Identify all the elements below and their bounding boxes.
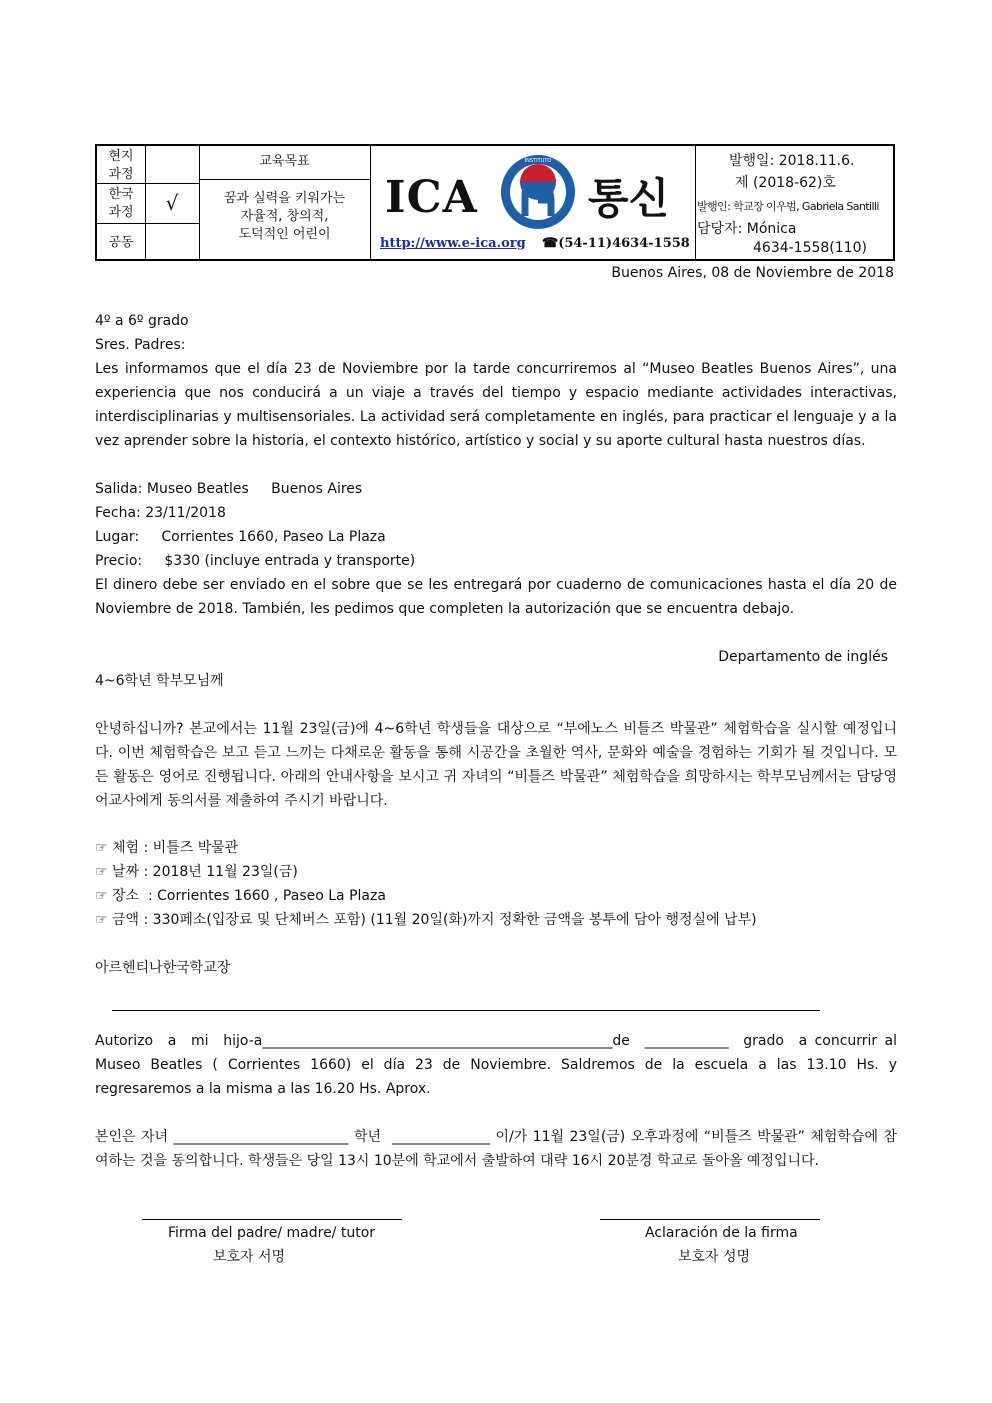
payment-note: El dinero debe ser enviado en el sobre que se les entregará por cuaderno de comunicaciones hasta el día 20 de Noviembre de 2018. También, les pedimos que completen la autorización que se encuentra debajo. <box>95 577 897 617</box>
school-logo-icon <box>498 152 578 232</box>
body-korean: 안녕하십니까? 본교에서는 11월 23일(금)에 4~6학년 학생들을 대상으로 “부에노스 비틀즈 박물관” 체험학습을 실시할 예정입니다. 이번 체험학습은 보고 듣고 느끼는 다채로운 활동을 통해 시공간을 초월한 역사, 문화와 예술을 경험하는 기회가 될 것입니다. 모든 활동은 영어로 진행됩니다. 아래의 안내사항을 보시고 귀 자녀의 “비틀즈 박물관” 체험학습을 희망하시는 학부모님께서는 담당영어교사에게 동의서를 제출하여 주시기 바랍니다. <box>95 721 897 809</box>
logo-ring-text: INSTITUTO <box>524 158 552 164</box>
signature-line-right <box>600 1219 820 1220</box>
website-link[interactable]: http://www.e-ica.org <box>380 236 526 251</box>
issue-number: 제 (2018-62)호 <box>735 175 836 191</box>
list-item: ☞ 장소 : Corrientes 1660 , Paseo La Plaza <box>95 888 386 904</box>
signature-label-spanish: Firma del padre/ madre/ tutor <box>168 1225 376 1241</box>
signature-principal: 아르헨티나한국학교장 <box>95 960 231 976</box>
check-mark: √ <box>165 191 179 215</box>
authorization-spanish: Autorizo a mi hijo-a__________________________________________________de ____________ grado a concurrir al Museo Beatles ( Corrientes 1660) el día 23 de Noviembre. Saldremos de la escuela a las 13.10 Hs. y regresaremos a la misma a las 16.20 Hs. Aprox. <box>95 1033 902 1097</box>
detail-precio: Precio: $330 (incluye entrada y transporte) <box>95 553 416 569</box>
education-goal-title: 교육목표 <box>259 154 310 169</box>
greeting-korean: 4~6학년 학부모님께 <box>95 673 224 689</box>
education-goal-text: 꿈과 실력을 키워가는 자율적, 창의적, 도덕적인 어린이 <box>223 191 346 242</box>
detail-fecha: Fecha: 23/11/2018 <box>95 505 226 521</box>
detail-salida: Salida: Museo Beatles Buenos Aires <box>95 481 363 497</box>
clarification-label-korean: 보호자 성명 <box>678 1249 751 1265</box>
body-spanish: Les informamos que el día 23 de Noviembre por la tarde concurriremos al “Museo Beatles Buenos Aires”, una experiencia que nos conducirá a un viaje a través del tiempo y espacio mediante actividades interactivas, interdisciplinarias y multisensoriales. La actividad será completamente en inglés, para practicar el lenguaje y a la vez aprender sobre la historia, el contexto histórico, artístico y social y su aporte cultural hasta nuestros días. <box>95 361 897 449</box>
track-korean-label: 한국 과정 <box>108 187 134 220</box>
track-common-label: 공동 <box>108 235 134 250</box>
contact-phone: 4634-1558(110) <box>753 240 867 256</box>
signature-line-left <box>142 1219 402 1220</box>
greeting-spanish: Sres. Padres: <box>95 337 186 353</box>
place-date: Buenos Aires, 08 de Noviembre de 2018 <box>611 265 894 281</box>
phone-number: ☎(54-11)4634-1558 <box>542 236 690 251</box>
authorization-korean: 본인은 자녀 _________________________ 학년 ______________ 이/가 11월 23일(금) 오후과정에 “비틀즈 박물관” 체험학습에 참여하는 것을 동의합니다. 학생들은 당일 13시 10분에 학교에서 출발하여 대략 16시 20분경 학교로 돌아올 예정입니다. <box>95 1129 897 1169</box>
track-local-label: 현지 과정 <box>108 149 134 182</box>
list-item: ☞ 날짜 : 2018년 11월 23일(금) <box>95 864 298 880</box>
cut-line <box>112 1010 820 1011</box>
issue-date: 발행일: 2018.11.6. <box>729 153 855 169</box>
logo-tongsin-text: 통신 <box>588 174 670 223</box>
list-item: ☞ 금액 : 330페소(입장료 및 단체버스 포함) (11월 20일(화)까지 정확한 금액을 봉투에 담아 행정실에 납부) <box>95 912 757 928</box>
contact-person: 담당자: Mónica <box>697 221 797 237</box>
grade-line: 4º a 6º grado <box>95 313 189 329</box>
logo-ica-text: ICA <box>385 172 478 223</box>
detail-lugar: Lugar: Corrientes 1660, Paseo La Plaza <box>95 529 386 545</box>
signature-label-korean: 보호자 서명 <box>213 1249 286 1265</box>
signature-dept: Departamento de inglés <box>718 649 888 665</box>
publisher: 발행인: 학교장 이우범, Gabriela Santilli <box>697 200 879 213</box>
list-item: ☞ 체험 : 비틀즈 박물관 <box>95 840 239 856</box>
newsletter-header <box>95 144 895 261</box>
clarification-label-spanish: Aclaración de la firma <box>645 1225 798 1241</box>
